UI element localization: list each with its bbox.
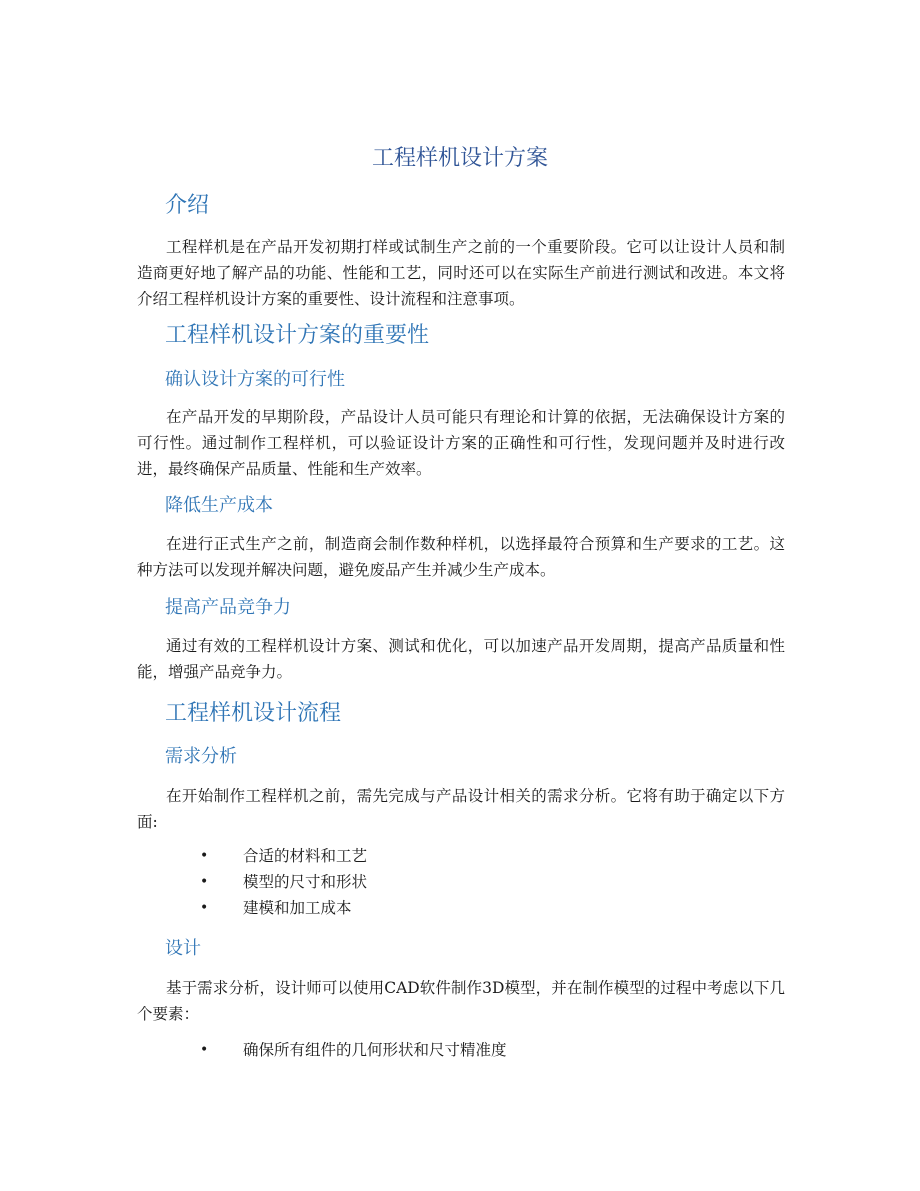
paragraph-requirements: 在开始制作工程样机之前，需先完成与产品设计相关的需求分析。它将有助于确定以下方面: [137,787,785,831]
paragraph-intro: 工程样机是在产品开发初期打样或试制生产之前的一个重要阶段。它可以让设计人员和制造商更好地了解产品的功能、性能和工艺，同时还可以在实际生产前进行测试和改进。本文将介绍工程样机设计方案的重要性、设计流程和注意事项。 [137,238,785,308]
heading-process: 工程样机设计流程 [165,701,342,726]
requirements-list [0,843,920,921]
bullet-icon: • [200,848,209,864]
heading-intro: 介绍 [165,193,210,218]
paragraph-feasibility: 在产品开发的早期阶段，产品设计人员可能只有理论和计算的依据，无法确保设计方案的可行性。通过制作工程样机，可以验证设计方案的正确性和可行性，发现问题并及时进行改进，最终确保产品质量、性能和生产效率。 [137,408,785,478]
list-item [0,895,920,921]
paragraph-reduce-cost: 在进行正式生产之前，制造商会制作数种样机，以选择最符合预算和生产要求的工艺。这种方法可以发现并解决问题，避免废品产生并减少生产成本。 [137,535,785,579]
subheading-requirements: 需求分析 [165,746,237,767]
paragraph-design: 基于需求分析，设计师可以使用CAD软件制作3D模型，并在制作模型的过程中考虑以下几个要素： [137,979,785,1023]
subheading-feasibility: 确认设计方案的可行性 [165,369,345,390]
list-item [0,1037,920,1063]
bullet-icon: • [200,1042,209,1058]
bullet-icon: • [200,874,209,890]
paragraph-competitiveness: 通过有效的工程样机设计方案、测试和优化，可以加速产品开发周期，提高产品质量和性能，增强产品竞争力。 [137,637,785,681]
document-title: 工程样机设计方案 [371,146,548,171]
list-item-text: 确保所有组件的几何形状和尺寸精准度 [243,1041,507,1059]
subheading-reduce-cost: 降低生产成本 [165,495,273,516]
heading-importance: 工程样机设计方案的重要性 [165,323,430,348]
subheading-competitiveness: 提高产品竞争力 [165,597,291,618]
design-list [0,1037,920,1063]
bullet-icon: • [200,900,209,916]
list-item [0,843,920,869]
list-item-text: 合适的材料和工艺 [243,847,368,865]
list-item [0,869,920,895]
list-item-text: 模型的尺寸和形状 [243,873,368,891]
subheading-design: 设计 [165,938,201,959]
list-item-text: 建模和加工成本 [243,899,352,917]
